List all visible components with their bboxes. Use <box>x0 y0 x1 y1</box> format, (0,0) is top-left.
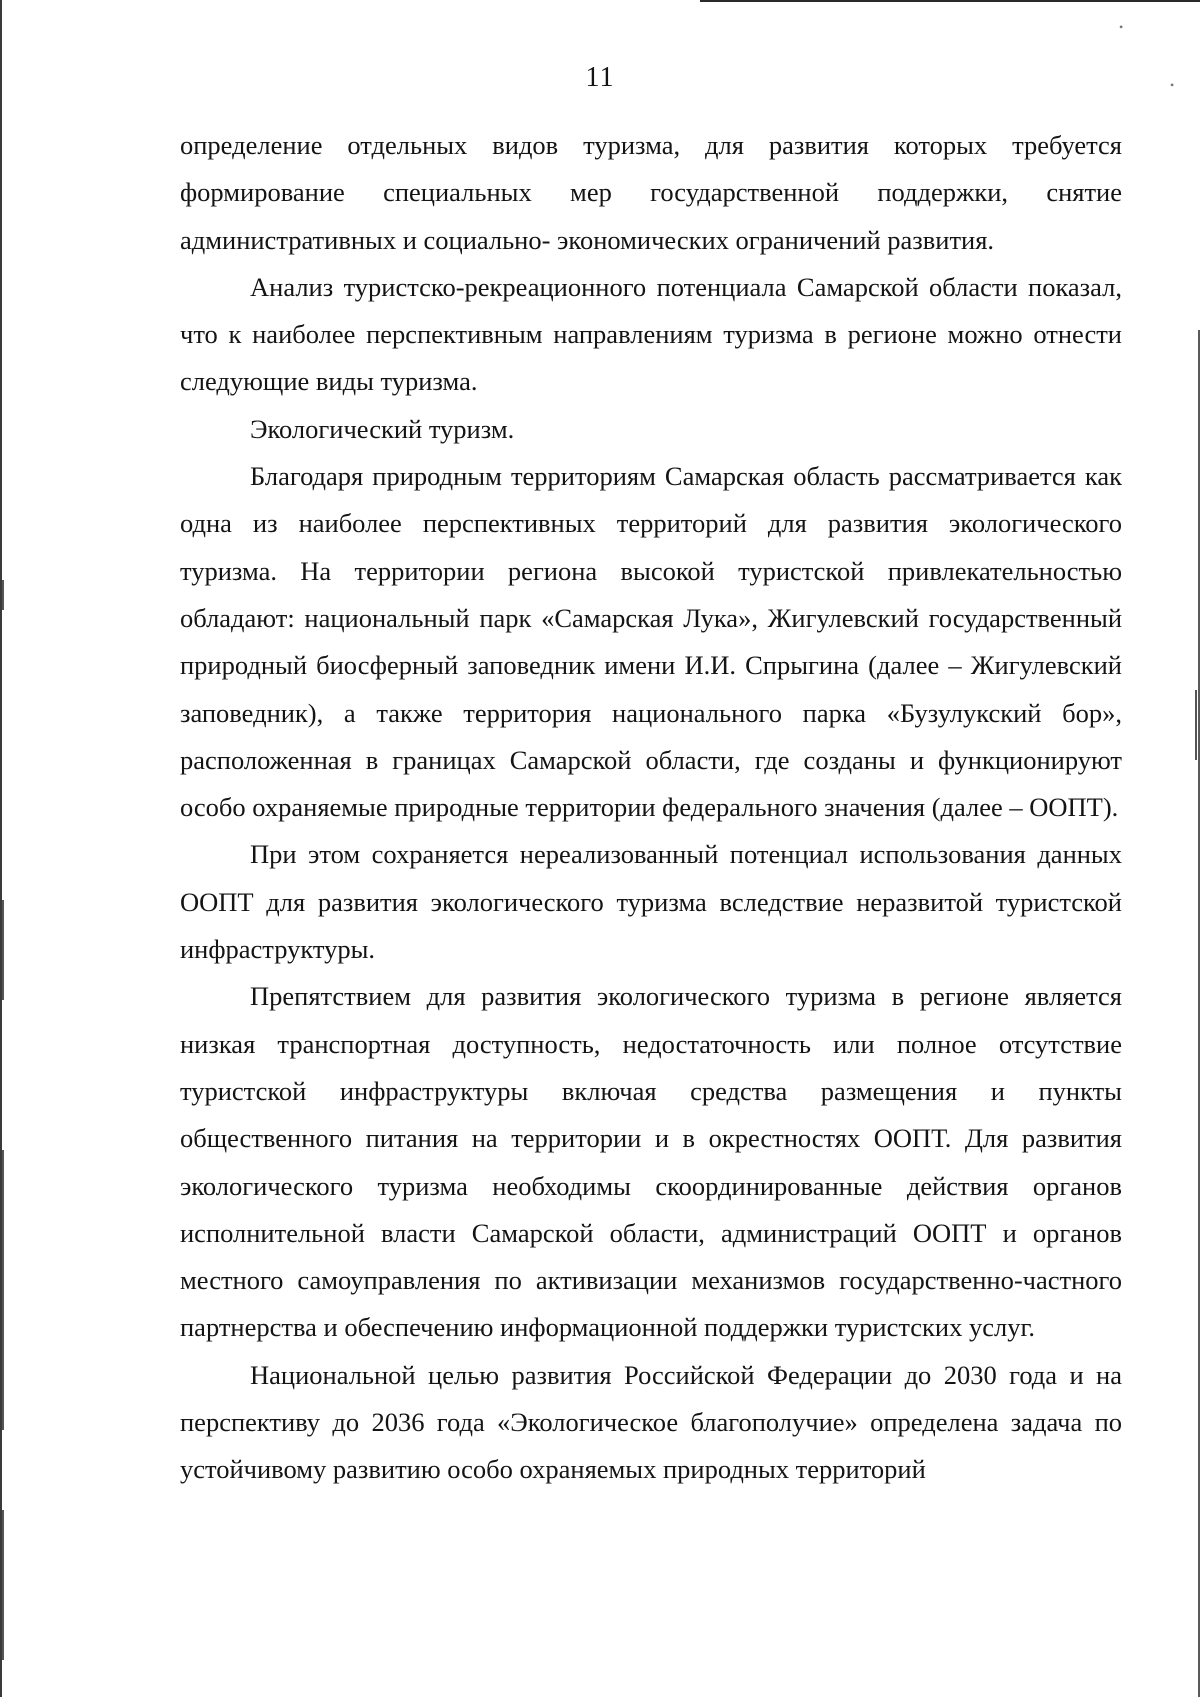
scan-border-top <box>700 0 1200 2</box>
section-heading: Экологический туризм. <box>250 413 515 444</box>
paragraph: При этом сохраняется нереализованный потенциал использования данных ООПТ для развития экологического туризма вследствие неразвитой туристской инфраструктуры. <box>180 839 1122 965</box>
scan-border-left <box>0 0 2 1697</box>
scan-edge-mark <box>2 1150 4 1430</box>
paragraph: определение отдельных видов туризма, для развития которых требуется формирование специальных мер государственной поддержки, снятие административных и социально- экономических ограничений развития. <box>180 130 1122 255</box>
scan-edge-mark <box>2 900 4 1000</box>
scan-speck: • <box>1170 78 1175 92</box>
paragraph: Национальной целью развития Российской Федерации до 2030 года и на перспективу до 2036 года «Экологическое благополучие» определена задача по устойчивому развитию особо охраняемых природных территорий <box>180 1359 1122 1485</box>
paragraph: Благодаря природным территориям Самарская область рассматривается как одна из наиболее перспективных территорий для развития экологического туризма. На территории региона высокой туристской привлекательностью обладают: национальный парк «Самарская Лука», Жигулевский государственный природный биосферный заповедник имени И.И. Спрыгина (далее – Жигулевский заповедник), а также территория национального парка «Бузулукский бор», расположенная в границах Самарской области, где созданы и функционируют особо охраняемые природные территории федерального значения (далее – ООПТ). <box>180 461 1122 823</box>
page-number: 11 <box>585 62 615 93</box>
scan-edge-mark <box>2 1510 4 1660</box>
scan-edge-mark <box>2 580 4 610</box>
scan-edge-mark <box>1195 690 1197 760</box>
paragraph: Анализ туристско-рекреационного потенциала Самарской области показал, что к наиболее перспективным направлениям туризма в регионе можно отнести следующие виды туризма. <box>180 271 1122 397</box>
paragraph: Препятствием для развития экологического туризма в регионе является низкая транспортная доступность, недостаточность или полное отсутствие туристской инфраструктуры включая средства размещения и пункты общественного питания на территории и в окрестностях ООПТ. Для развития экологического туризма необходимы скоординированные действия органов исполнительной власти Самарской области, администраций ООПТ и органов местного самоуправления по активизации механизмов государственно-частного партнерства и обеспечению информационной поддержки туристских услуг. <box>180 981 1122 1343</box>
document-body <box>180 122 1122 1494</box>
scan-speck: • <box>1119 20 1124 34</box>
